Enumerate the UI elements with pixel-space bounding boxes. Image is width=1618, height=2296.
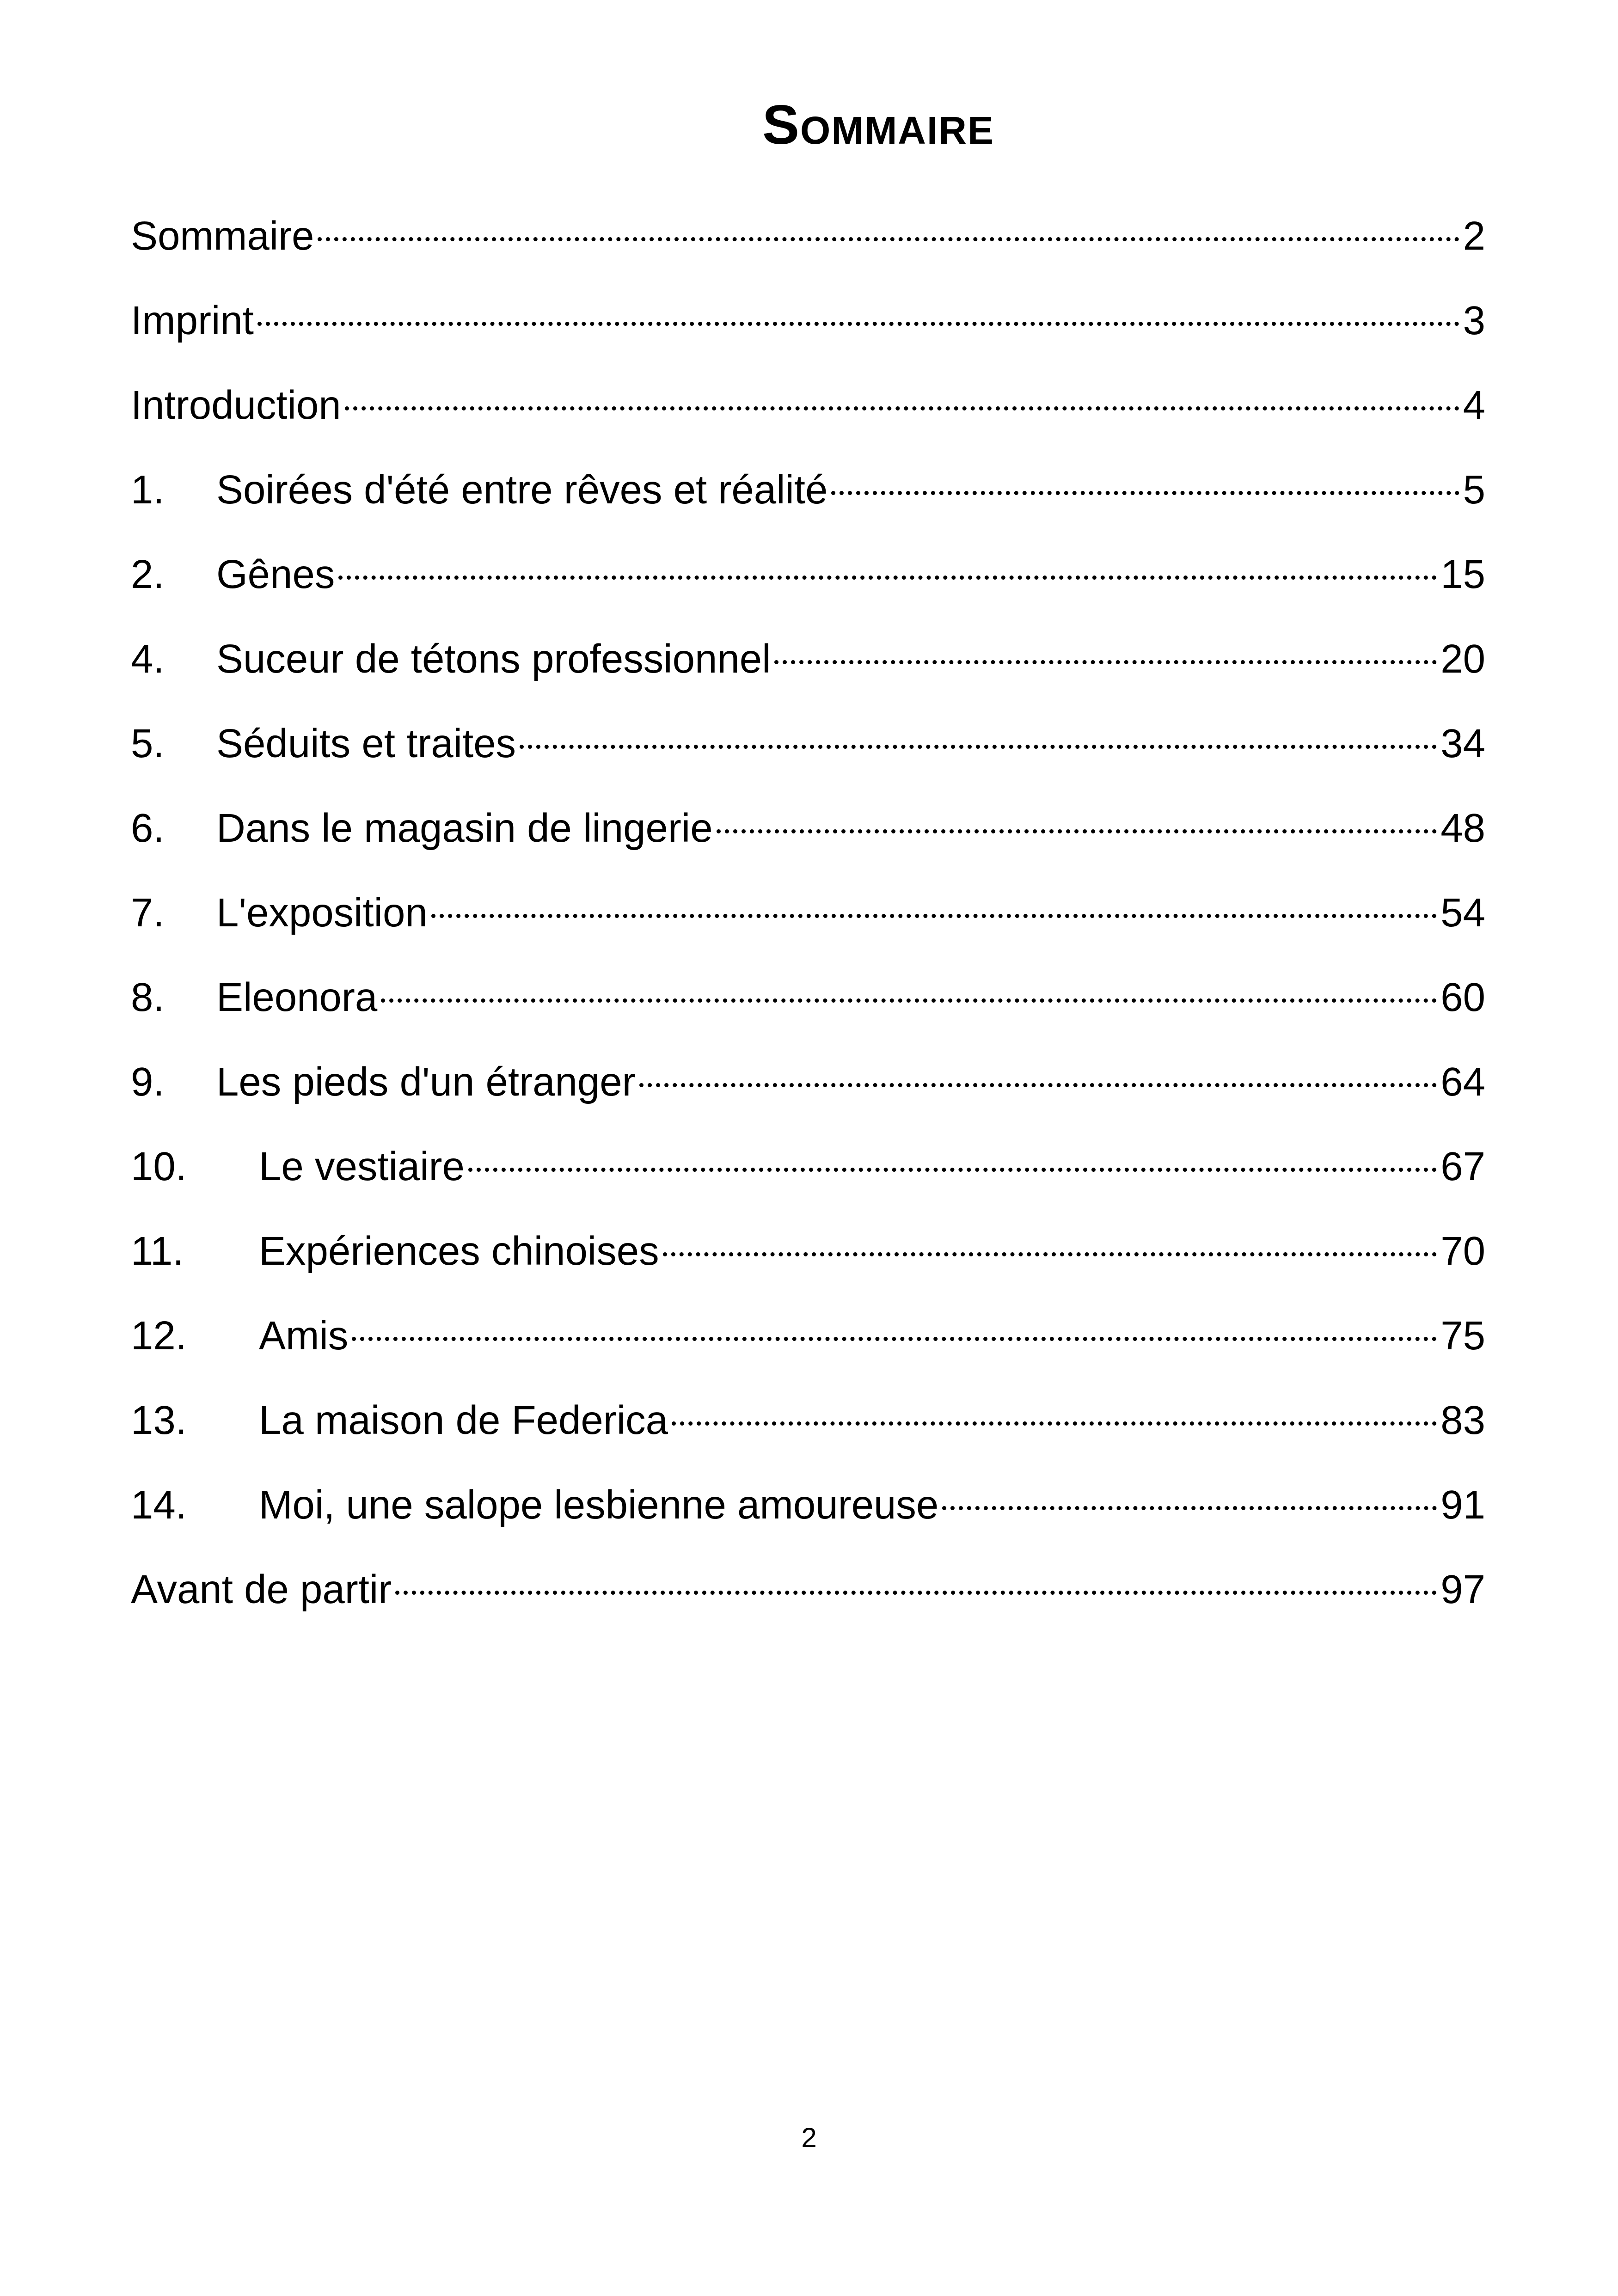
toc-entry-number: 12.: [131, 1313, 187, 1358]
toc-entry-page: 70: [1440, 1229, 1485, 1274]
toc-entry-page: 5: [1463, 467, 1485, 512]
toc-entry[interactable]: [131, 537, 1485, 622]
toc-dot-leader: [257, 283, 1459, 334]
toc-entry-label: Avant de partir: [131, 1567, 392, 1612]
toc-entry-number: 6.: [131, 806, 165, 851]
toc-entry[interactable]: [131, 960, 1485, 1045]
toc-entry-number: 13.: [131, 1398, 187, 1443]
toc-entry[interactable]: [131, 1383, 1485, 1468]
toc-dot-leader: [942, 1468, 1437, 1518]
toc-heading: [185, 90, 1572, 159]
toc-entry-number: 2.: [131, 552, 165, 597]
toc-entry[interactable]: [131, 1468, 1485, 1552]
toc-dot-leader: [639, 1045, 1437, 1096]
toc-dot-leader: [352, 1298, 1437, 1349]
toc-entry[interactable]: [131, 453, 1485, 537]
toc-entry-label: Moi, une salope lesbienne amoureuse: [259, 1482, 939, 1527]
toc-dot-leader: [520, 706, 1437, 757]
toc-entry-page: 64: [1440, 1059, 1485, 1104]
page-number: 2: [801, 2122, 817, 2153]
toc-entry-page: 97: [1440, 1567, 1485, 1612]
toc-entry[interactable]: [131, 1214, 1485, 1298]
toc-entry-label: Introduction: [131, 383, 341, 428]
toc-entry-label: La maison de Federica: [259, 1398, 668, 1443]
toc-dot-leader: [831, 453, 1459, 503]
toc-dot-leader: [468, 1129, 1437, 1180]
toc-entry-label: Le vestiaire: [259, 1144, 465, 1189]
toc-entry-page: 3: [1463, 298, 1485, 343]
toc-entry-label: Les pieds d'un étranger: [216, 1059, 636, 1104]
toc-dot-leader: [672, 1383, 1437, 1434]
toc-dot-leader: [345, 368, 1459, 419]
toc-entry-number: 1.: [131, 467, 165, 512]
toc-entry-label: Soirées d'été entre rêves et réalité: [216, 467, 828, 512]
toc-entry-page: 4: [1463, 383, 1485, 428]
toc-entry-page: 15: [1440, 552, 1485, 597]
toc-entry-page: 48: [1440, 806, 1485, 851]
table-of-contents: [131, 199, 1485, 1637]
toc-dot-leader: [338, 537, 1437, 588]
toc-dot-leader: [431, 876, 1437, 926]
toc-entry-label: Eleonora: [216, 975, 378, 1020]
toc-entry-number: 9.: [131, 1059, 165, 1104]
toc-entry-number: 7.: [131, 890, 165, 935]
toc-entry-page: 83: [1440, 1398, 1485, 1443]
toc-entry[interactable]: [131, 199, 1485, 283]
toc-entry-number: 14.: [131, 1482, 187, 1527]
toc-entry-label: Séduits et traites: [216, 721, 516, 766]
toc-entry-label: Dans le magasin de lingerie: [216, 806, 713, 851]
toc-entry[interactable]: [131, 876, 1485, 960]
toc-entry[interactable]: [131, 791, 1485, 876]
toc-dot-leader: [381, 960, 1437, 1011]
toc-entry[interactable]: [131, 1129, 1485, 1214]
toc-entry-label: Imprint: [131, 298, 254, 343]
toc-entry-page: 54: [1440, 890, 1485, 935]
toc-entry[interactable]: [131, 368, 1485, 453]
toc-entry-label: Sommaire: [131, 214, 314, 258]
toc-entry-page: 20: [1440, 637, 1485, 681]
toc-entry[interactable]: [131, 1298, 1485, 1383]
toc-entry-page: 67: [1440, 1144, 1485, 1189]
toc-entry-page: 75: [1440, 1313, 1485, 1358]
toc-dot-leader: [663, 1214, 1437, 1265]
toc-entry[interactable]: [131, 1552, 1485, 1637]
toc-entry-number: 4.: [131, 637, 165, 681]
toc-entry-label: Amis: [259, 1313, 349, 1358]
toc-entry-number: 11.: [131, 1229, 184, 1274]
toc-entry-page: 60: [1440, 975, 1485, 1020]
toc-entry[interactable]: [131, 1045, 1485, 1129]
toc-dot-leader: [774, 622, 1437, 673]
toc-entry-label: Expériences chinoises: [259, 1229, 659, 1274]
toc-heading-text: Sommaire: [762, 94, 994, 156]
toc-entry-page: 34: [1440, 721, 1485, 766]
toc-entry-label: Gênes: [216, 552, 335, 597]
toc-entry[interactable]: [131, 622, 1485, 706]
toc-dot-leader: [395, 1552, 1437, 1603]
toc-dot-leader: [318, 199, 1459, 250]
toc-dot-leader: [717, 791, 1437, 842]
toc-entry-page: 91: [1440, 1482, 1485, 1527]
toc-entry-number: 8.: [131, 975, 165, 1020]
toc-entry-number: 5.: [131, 721, 165, 766]
toc-entry-number: 10.: [131, 1144, 187, 1189]
toc-entry[interactable]: [131, 706, 1485, 791]
toc-entry-label: L'exposition: [216, 890, 428, 935]
toc-entry-page: 2: [1463, 214, 1485, 258]
toc-entry-label: Suceur de tétons professionnel: [216, 637, 771, 681]
toc-entry[interactable]: [131, 283, 1485, 368]
